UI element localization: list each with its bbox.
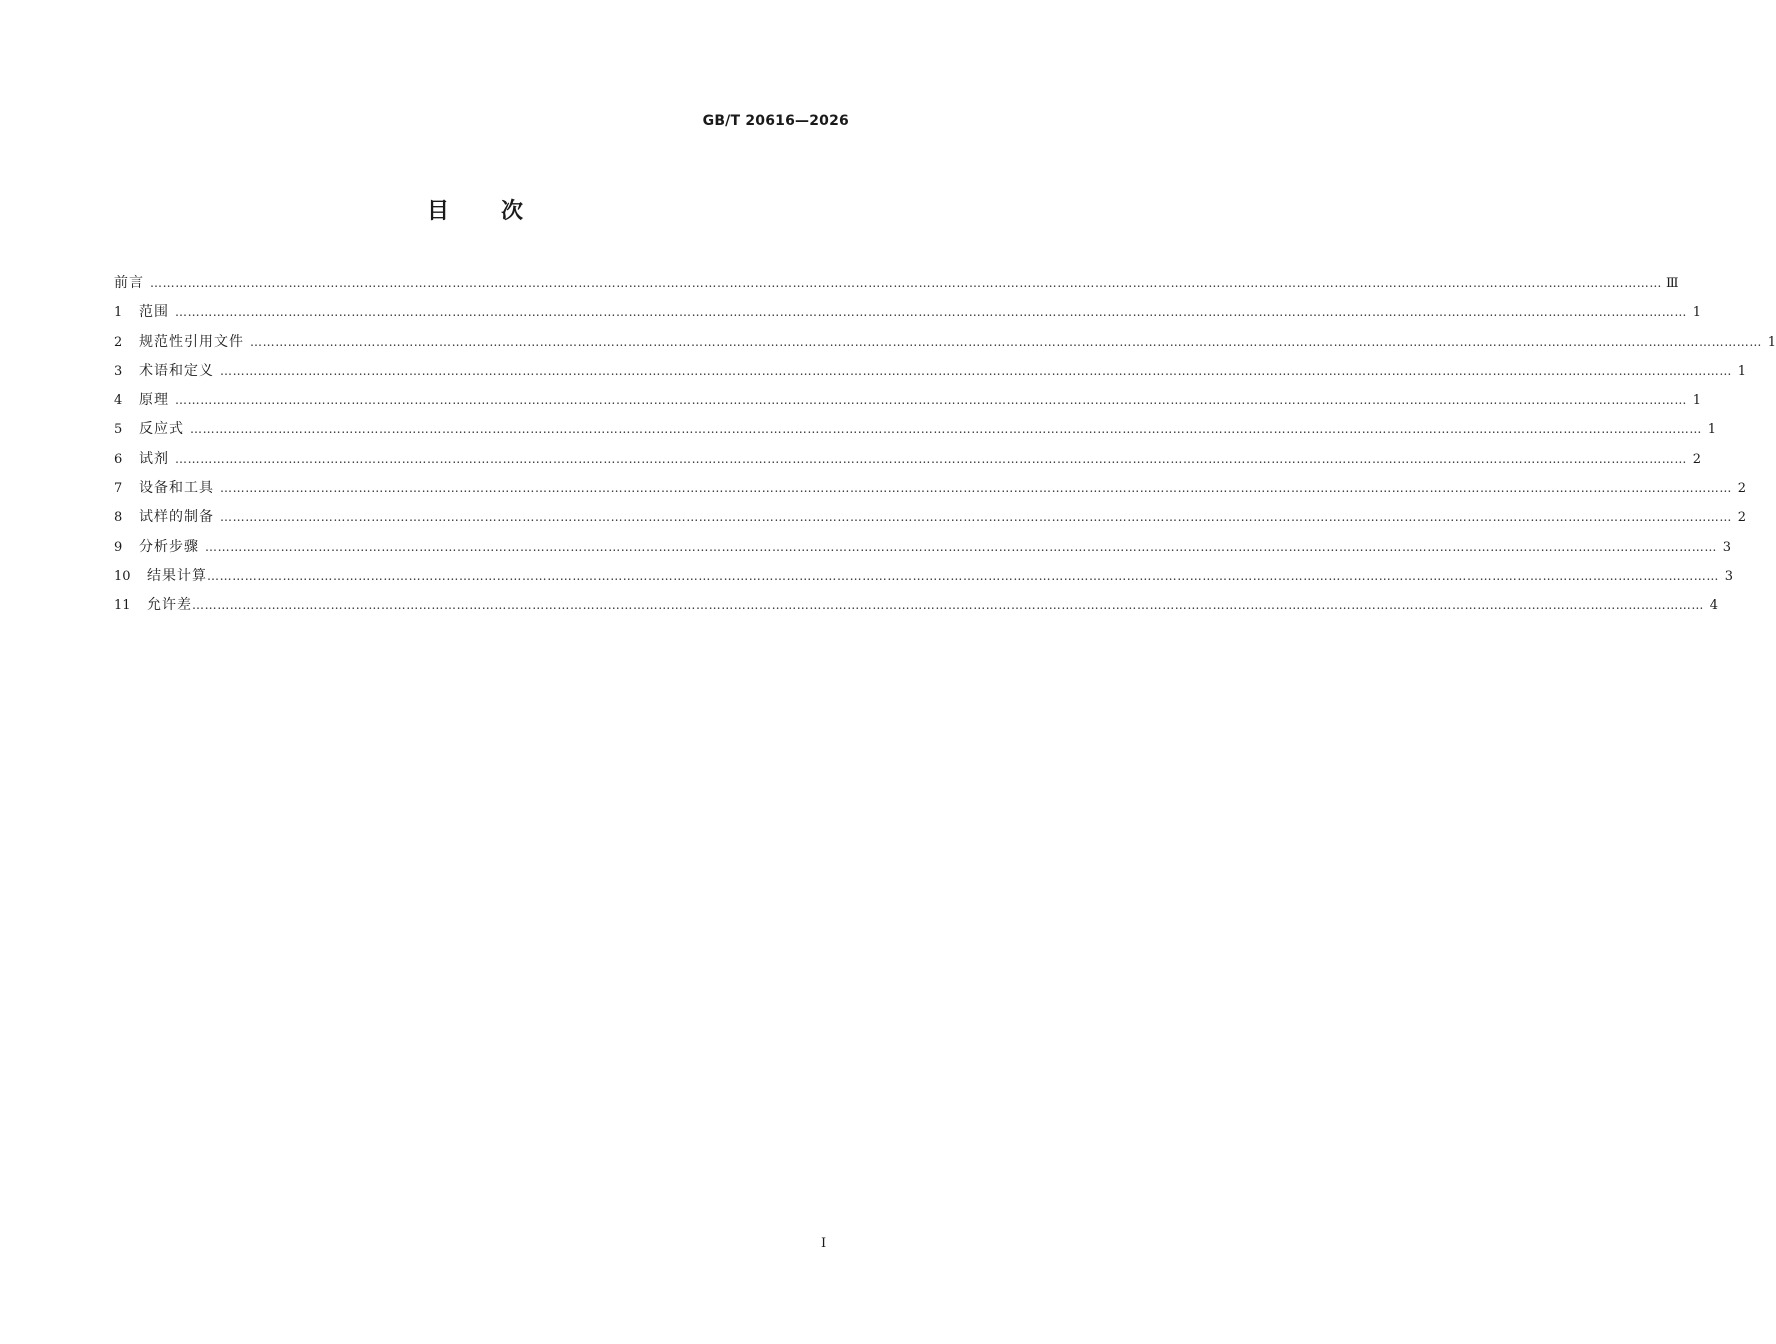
- toc-entry-label: 试样的制备: [139, 509, 214, 526]
- toc-entry-1[interactable]: [114, 302, 1701, 331]
- toc-entry-number: 1: [114, 305, 123, 321]
- toc-entry-page: 2: [1737, 510, 1746, 526]
- toc-entry-page: 2: [1692, 451, 1701, 467]
- toc-leader-dots: ………………………………………………………………………………………………………………………………………………………………………………………………………………………………………………………………………………………………………………………………: [220, 510, 1732, 525]
- toc-entry-label: 范围: [139, 304, 169, 321]
- toc-entry-page: 3: [1724, 568, 1733, 584]
- toc-entry-page: 1: [1692, 305, 1701, 321]
- toc-entry-label: 设备和工具: [139, 480, 214, 497]
- toc-entry-6[interactable]: [114, 449, 1701, 478]
- standard-code: GB/T 20616—2026: [702, 113, 849, 129]
- toc-entry-number: 3: [114, 363, 123, 379]
- toc-entry-label: 规范性引用文件: [139, 333, 244, 350]
- toc-entry-8[interactable]: [114, 507, 1746, 536]
- toc-entry-9[interactable]: [114, 537, 1731, 566]
- toc-entry-label: 允许差: [147, 597, 192, 614]
- toc-entry-page: 1: [1707, 422, 1716, 438]
- toc-leader-dots: ………………………………………………………………………………………………………………………………………………………………………………………………………………………………………………………………………………………………………………………………: [175, 451, 1687, 466]
- toc-entry-foreword[interactable]: [114, 273, 1679, 302]
- toc-leader-dots: ………………………………………………………………………………………………………………………………………………………………………………………………………………………………………………………………………………………………………………………………: [175, 393, 1687, 408]
- toc-entry-number: 6: [114, 451, 123, 467]
- toc-entry-page: Ⅲ: [1666, 276, 1679, 291]
- table-of-contents: [114, 273, 1776, 625]
- toc-entry-10[interactable]: [114, 566, 1733, 595]
- toc-leader-dots: ………………………………………………………………………………………………………………………………………………………………………………………………………………………………………………………………………………………………………………………………: [150, 276, 1662, 290]
- title-char-1: 目: [426, 199, 449, 224]
- toc-entry-page: 1: [1692, 393, 1701, 409]
- title-char-2: 次: [501, 199, 524, 224]
- toc-entry-11[interactable]: [114, 595, 1718, 624]
- toc-entry-page: 4: [1709, 598, 1718, 614]
- toc-entry-page: 1: [1737, 363, 1746, 379]
- toc-entry-number: 5: [114, 422, 123, 438]
- page-number: I: [821, 1236, 827, 1251]
- toc-entry-page: 2: [1737, 481, 1746, 497]
- toc-entry-page: 3: [1722, 539, 1731, 555]
- page-title: [0, 194, 950, 225]
- toc-entry-number: 2: [114, 334, 123, 350]
- toc-leader-dots: ………………………………………………………………………………………………………………………………………………………………………………………………………………………………………………………………………………………………………………………………: [220, 363, 1732, 378]
- toc-leader-dots: ………………………………………………………………………………………………………………………………………………………………………………………………………………………………………………………………………………………………………………………………: [192, 598, 1704, 613]
- toc-entry-page: 1: [1767, 334, 1776, 350]
- toc-leader-dots: ………………………………………………………………………………………………………………………………………………………………………………………………………………………………………………………………………………………………………………………………: [190, 422, 1702, 437]
- toc-entry-7[interactable]: [114, 478, 1746, 507]
- toc-entry-label: 反应式: [139, 421, 184, 438]
- toc-entry-3[interactable]: [114, 361, 1746, 390]
- toc-entry-label: 术语和定义: [139, 362, 214, 379]
- toc-entry-number: 10: [114, 568, 131, 584]
- toc-entry-label: 试剂: [139, 450, 169, 467]
- toc-entry-5[interactable]: [114, 419, 1716, 448]
- toc-entry-number: 11: [114, 598, 131, 614]
- toc-leader-dots: ………………………………………………………………………………………………………………………………………………………………………………………………………………………………………………………………………………………………………………………………: [175, 305, 1687, 320]
- toc-entry-label: 结果计算: [147, 567, 207, 584]
- toc-entry-number: 8: [114, 510, 123, 526]
- toc-entry-number: 7: [114, 481, 123, 497]
- toc-leader-dots: ………………………………………………………………………………………………………………………………………………………………………………………………………………………………………………………………………………………………………………………………: [220, 481, 1732, 496]
- toc-entry-number: 4: [114, 393, 123, 409]
- toc-entry-label: 前言: [114, 275, 144, 291]
- toc-entry-2[interactable]: [114, 332, 1776, 361]
- toc-leader-dots: ………………………………………………………………………………………………………………………………………………………………………………………………………………………………………………………………………………………………………………………………: [207, 568, 1719, 583]
- toc-leader-dots: ………………………………………………………………………………………………………………………………………………………………………………………………………………………………………………………………………………………………………………………………: [205, 539, 1717, 554]
- toc-entry-label: 原理: [139, 392, 169, 409]
- toc-entry-label: 分析步骤: [139, 538, 199, 555]
- toc-leader-dots: ………………………………………………………………………………………………………………………………………………………………………………………………………………………………………………………………………………………………………………………………: [250, 334, 1762, 349]
- toc-entry-4[interactable]: [114, 390, 1701, 419]
- toc-entry-number: 9: [114, 539, 123, 555]
